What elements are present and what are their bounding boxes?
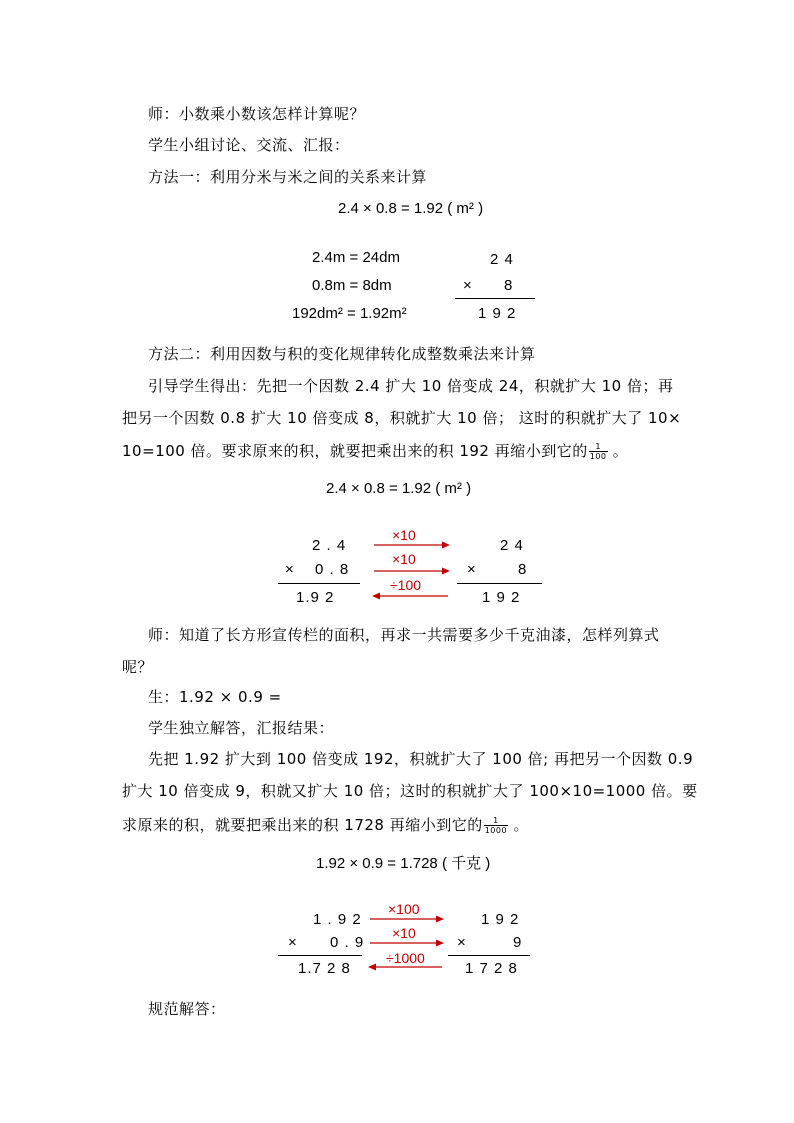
calc2-rule-left bbox=[278, 583, 360, 584]
calc2-rule-right bbox=[457, 583, 542, 584]
expl-line2: 扩大 10 倍变成 9，积就又扩大 10 倍；这时的积就扩大了 100×10=1000 倍。要 bbox=[122, 782, 698, 800]
teacher-question: 师：小数乘小数该怎样计算呢？ bbox=[148, 105, 366, 123]
calc2-label-2: ×10 bbox=[392, 551, 416, 567]
calc3-label-3: ÷1000 bbox=[386, 950, 425, 966]
m1-calc-rule bbox=[455, 298, 535, 299]
equation-2: 2.4 × 0.8 = 1.92 ( m² ) bbox=[326, 480, 472, 497]
calc2-b2: 8 bbox=[518, 561, 528, 578]
calc3-b2: 9 bbox=[513, 934, 523, 951]
equation-1: 2.4 × 0.8 = 1.92 ( m² ) bbox=[338, 200, 484, 217]
fraction-1-100 bbox=[589, 442, 608, 461]
calc3-a2: 0 . 9 bbox=[330, 934, 365, 951]
left-arrow-icon bbox=[372, 591, 448, 601]
calc2-a3: 1.9 2 bbox=[296, 589, 335, 606]
m1-calc-result: 1 9 2 bbox=[478, 305, 517, 322]
expl-line3-tail: 。 bbox=[508, 816, 529, 834]
m1-line2: 0.8m = 8dm bbox=[312, 277, 392, 294]
fraction-numerator: 1 bbox=[589, 442, 608, 452]
teacher2-line2: 呢？ bbox=[122, 658, 154, 676]
calc3-b3: 1 7 2 8 bbox=[465, 960, 518, 977]
calc2-label-1: ×10 bbox=[392, 527, 416, 543]
method-two-title: 方法二：利用因数与积的变化规律转化成整数乘法来计算 bbox=[148, 345, 536, 363]
equation-3: 1.92 × 0.9 = 1.728 ( 千克 ) bbox=[316, 855, 491, 872]
calc2-bop: × bbox=[467, 561, 477, 578]
right-arrow-icon bbox=[374, 540, 450, 550]
standard-answer: 规范解答： bbox=[148, 1000, 226, 1018]
left-arrow-icon bbox=[368, 962, 442, 972]
fraction-numerator: 1 bbox=[484, 816, 508, 826]
calc2-label-3: ÷100 bbox=[390, 577, 422, 593]
calc3-op: × bbox=[288, 934, 298, 951]
independent-solve: 学生独立解答，汇报结果： bbox=[148, 719, 335, 737]
calc3-label-1: ×100 bbox=[388, 901, 420, 917]
expl-line1: 先把 1.92 扩大到 100 倍变成 192，积就扩大了 100 倍; 再把另一个因数 0.9 bbox=[148, 750, 694, 768]
calc3-a1: 1 . 9 2 bbox=[313, 911, 362, 928]
right-arrow-icon bbox=[370, 914, 444, 924]
teacher2-line1: 师：知道了长方形宣传栏的面积，再求一共需要多少千克油漆，怎样列算式 bbox=[148, 626, 660, 644]
expl-line3-text: 求原来的积，就要把乘出来的积 1728 再缩小到它的 bbox=[122, 816, 483, 834]
calc3-bop: × bbox=[457, 934, 467, 951]
calc3-rule-right bbox=[448, 955, 530, 956]
calc2-op: × bbox=[285, 561, 295, 578]
fraction-denominator: 1000 bbox=[484, 826, 508, 835]
guide-line2: 把另一个因数 0.8 扩大 10 倍变成 8，积就扩大 10 倍； 这时的积就扩大了 10× bbox=[122, 409, 682, 427]
calc2-a1: 2 . 4 bbox=[312, 537, 347, 554]
method-one-title: 方法一：利用分米与米之间的关系来计算 bbox=[148, 168, 428, 186]
group-discussion: 学生小组讨论、交流、汇报： bbox=[148, 136, 350, 154]
calc2-a2: 0 . 8 bbox=[315, 561, 350, 578]
fraction-1-1000 bbox=[484, 816, 508, 835]
guide-line1: 引导学生得出：先把一个因数 2.4 扩大 10 倍变成 24，积就扩大 10 倍；再 bbox=[148, 377, 674, 395]
expl-line3 bbox=[122, 814, 529, 835]
m1-line1: 2.4m = 24dm bbox=[312, 249, 400, 266]
m1-line3: 192dm² = 1.92m² bbox=[292, 305, 407, 322]
right-arrow-icon bbox=[370, 938, 444, 948]
calc3-label-2: ×10 bbox=[392, 925, 416, 941]
guide-line3-text: 10=100 倍。要求原来的积，就要把乘出来的积 192 再缩小到它的 bbox=[122, 442, 588, 460]
student-answer: 生：1.92 × 0.9 = bbox=[148, 688, 282, 706]
right-arrow-icon bbox=[374, 566, 450, 576]
m1-calc-top: 2 4 bbox=[490, 251, 514, 268]
calc3-rule-left bbox=[278, 955, 362, 956]
guide-line3 bbox=[122, 440, 628, 461]
calc3-a3: 1.7 2 8 bbox=[298, 960, 351, 977]
m1-calc-op: × bbox=[463, 277, 473, 294]
m1-calc-mid: 8 bbox=[504, 277, 514, 294]
calc2-b1: 2 4 bbox=[500, 537, 524, 554]
calc3-b1: 1 9 2 bbox=[481, 911, 520, 928]
fraction-denominator: 100 bbox=[589, 452, 607, 461]
guide-line3-tail: 。 bbox=[607, 442, 629, 460]
calc2-b3: 1 9 2 bbox=[482, 589, 521, 606]
